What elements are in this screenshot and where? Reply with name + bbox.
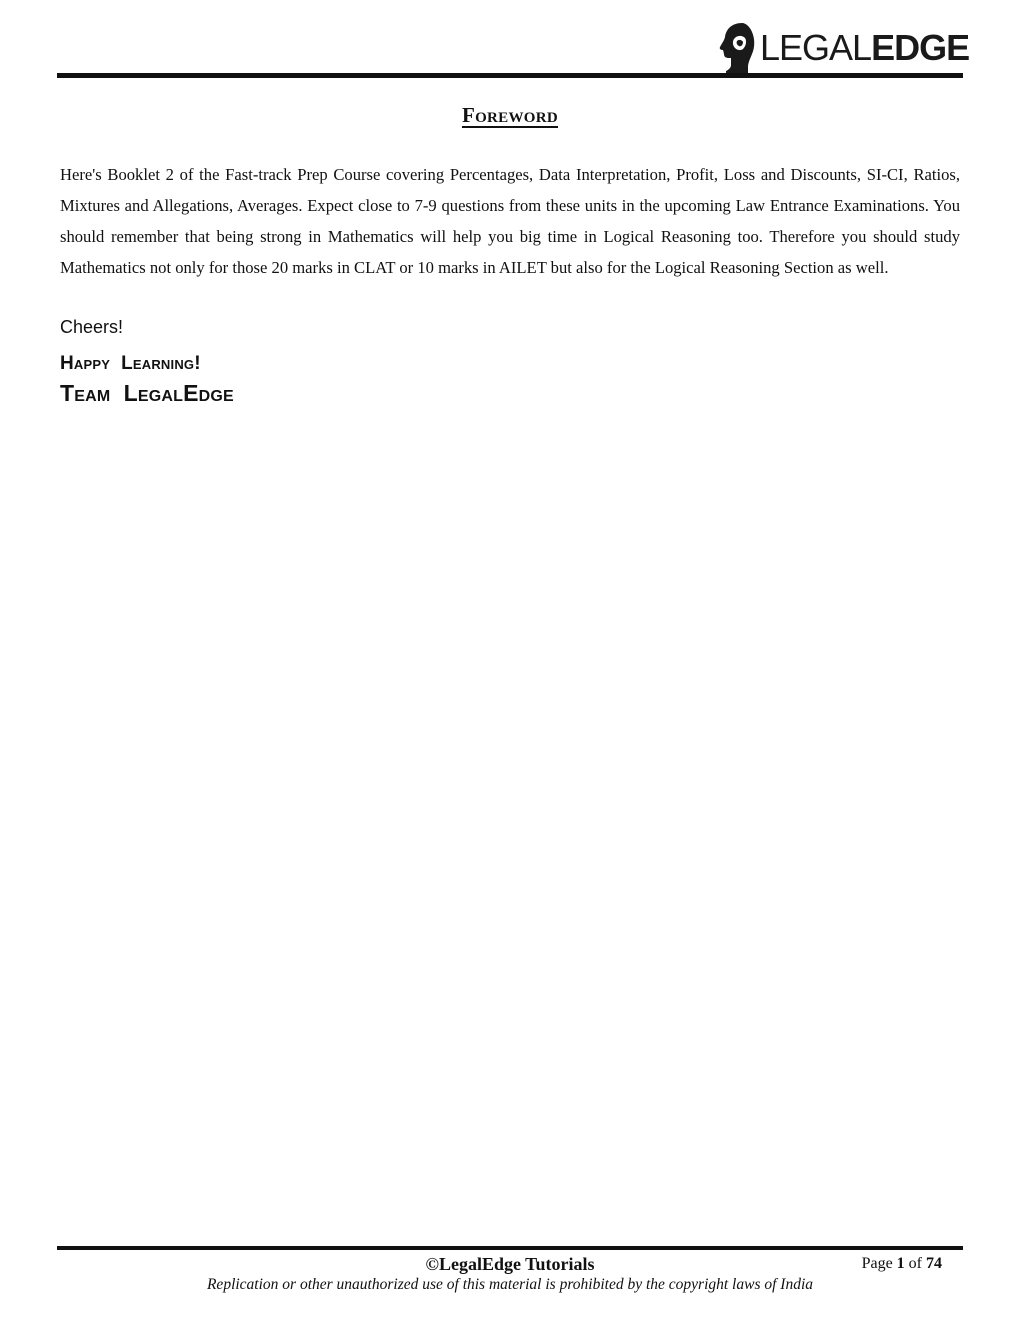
page-total: 74 [926,1255,942,1272]
footer-copyright: ©LegalEdge Tutorials [425,1254,595,1274]
brand-logo [718,20,969,76]
foreword-paragraph: Here's Booklet 2 of the Fast-track Prep Course covering Percentages, Data Interpretation, Profit, Loss and Discounts, SI-CI, Ratios, Mixtures and Allegations, Averages. Expect close to 7-9 questions from these units in the upcoming Law Entrance Examinations. You should remember that being strong in Mathematics will help you big time in Logical Reasoning too. Therefore you should study Mathematics not only for those 20 marks in CLAT or 10 marks in AILET but also for the Logical Reasoning Section as well. [60,165,960,277]
page-current: 1 [896,1255,905,1272]
logo-text-edge: EDGE [871,27,970,68]
copyright-notice: Replication or other unauthorized use of this material is prohibited by the copyright laws of India [206,1276,814,1293]
page-of: of [904,1255,926,1272]
page-number [862,1255,942,1273]
footer-divider [57,1246,963,1250]
page-title: Foreword [461,103,559,127]
page-prefix: Page [861,1255,897,1272]
header-divider [57,73,963,78]
team-signature: Team LegalEdge [60,380,234,406]
cheers-line: Cheers! [60,317,124,337]
logo-text-legal: LEGAL [760,27,872,68]
happy-learning-line: Happy Learning! [60,353,201,374]
head-silhouette-icon [718,21,756,75]
logo-wordmark [760,27,970,68]
